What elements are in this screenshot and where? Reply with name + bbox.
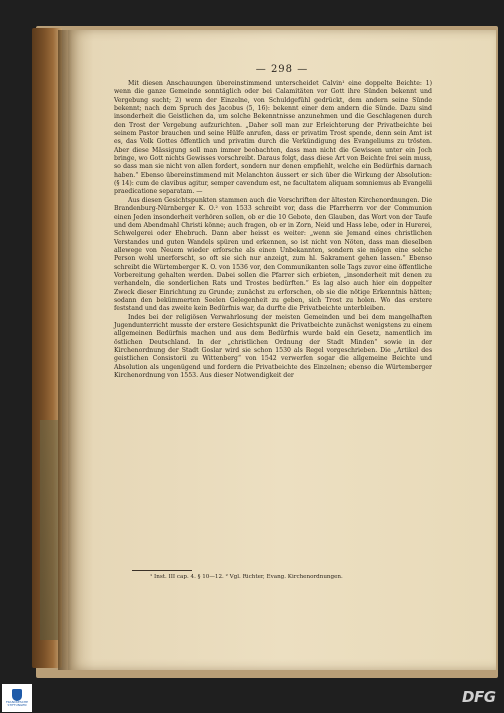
footnote-rule [132,570,192,571]
page-number: — 298 — [255,64,309,75]
paragraph: Aus diesen Gesichtspunkten stammen auch die Vorschriften der ältesten Kirchenordnungen. Die Brandenburg-Nürnberger K. O.² von 1533 schreibt vor, dass die Pfarrherrn vor der Communion einen Jeden insonderheit verhören sollen, ob er die 10 Gebote, den Glauben, das Wort von der Taufe und dem Abendmahl Christi könne; auch fragen, ob er in Zorn, Neid und Hass lebe, oder in Hurerei, Schwelgerei oder Ehebruch. Dann aber heisst es weiter: „wenn sie Jemand eines christlichen Verstandes und guten Wandels spüren und erkennen, so ist nicht von Nöten, dass man dieselben allewege von Neuem wieder erforsche als einen Unbekannten, sondern sie mögen eine solche Person wohl unerforscht, so oft sie sich nur anzeigt, zum hl. Sakrament gehen lassen.“ Ebenso schreibt die Würtemberger K. O. von 1536 vor, den Communikanten solle Tags zuvor eine öffentliche Vorbereitung gehalten werden. Dabei sollen die Pfarrer sich erbieten, „insonderheit mit denen zu verhandeln, die sonderlichen Rats und Trostes bedürften.“ Es lag also auch hier ein doppelter Zweck dieser Einrichtung zu Grunde; zunächst zu erforschen, ob sie die nötige Erkenntnis hätten; sodann den bekümmerten Seelen Gelegenheit zu geben, sich Trost zu holen. Wo das erstere feststand und das zweite kein Bedürfnis war, da durfte die Privatbeichte unterbleiben. [114,196,432,313]
gutter-shadow [58,30,72,670]
viewer-footer [0,683,504,713]
logo-icon [12,689,22,701]
franckesche-logo[interactable] [2,684,32,712]
paragraph: Mit diesen Anschauungen übereinstimmend unterscheidet Calvin¹ eine doppelte Beichte: 1) wenn die ganze Gemeinde sonntäglich oder bei Calamitäten vor Gott ihre Sünden bekennt und Vergebung sucht; 2) wenn der Einzelne, von Schuldgefühl gedrückt, dem andern seine Sünde bekennt; nach dem Spruch des Jacobus (5, 16): bekennt einer dem andern die Sünde. Dazu sind insonderheit die Geistlichen da, um solche Bekenntnisse anzunehmen und die Geschlagenen durch den Trost der Vergebung aufzurichten. „Daher soll man zur Erleichterung der Privatbeichte bei seinem Pastor brauchen und seine Hülfe anrufen, dass er privatim Trost spende, denn sein Amt ist es, das Volk Gottes öffentlich und privatim durch die Verkündigung des Evangeliums zu trösten. Aber diese Mässigung soll man immer beobachten, dass man nicht die Gewissen unter ein Joch bringe, wo Gott nichts Gewisses vorschreibt. Daraus folgt, dass diese Art von Beichte frei sein muss, so dass man sie nicht von allen fordert, sondern nur denen empfiehlt, welche ein Bedürfnis darnach haben.“ Ebenso übereinstimmend mit Melanchton äussert er sich über die Wirkung der Absolution: (§ 14): cum de clavibus agitur, semper cavendum est, ne facultatem aliquam somniemus ab Evangelii praedicatione separatam. — [114,80,432,196]
body-text [114,80,432,380]
footnote: ¹ Inst. III cap. 4. § 10—12. ² Vgl. Richter, Evang. Kirchenordnungen. [150,574,343,580]
binding-stain [40,420,58,640]
paragraph: Indes bei der religiösen Verwahrlosung der meisten Gemeinden und bei dem mangelhaften Jugendunterricht musste der erstere Gesichtspunkt die Privatbeichte zunächst wenigstens zu einem allgemeinen Bedürfnis machen und aus dem Bedürfnis wurde bald ein Gesetz, namentlich im östlichen Deutschland. In der „christlichen Ordnung der Stadt Minden“ sowie in der Kirchenordnung der Stadt Goslar wird sie schon 1530 als Regel vorgeschrieben. Die „Artikel des geistlichen Consistorii zu Wittenberg“ von 1542 verwerfen sogar die allgemeine Beichte und Absolution als ungenügend und fordern die Privatbeichte des Einzelnen; ebenso die Würtemberger Kirchenordnung von 1553. Aus dieser Notwendigkeit der [114,313,432,380]
dfg-logo[interactable]: DFG [462,688,496,706]
logo-caption: FRANCKESCHE STIFTUNGEN [5,699,29,707]
